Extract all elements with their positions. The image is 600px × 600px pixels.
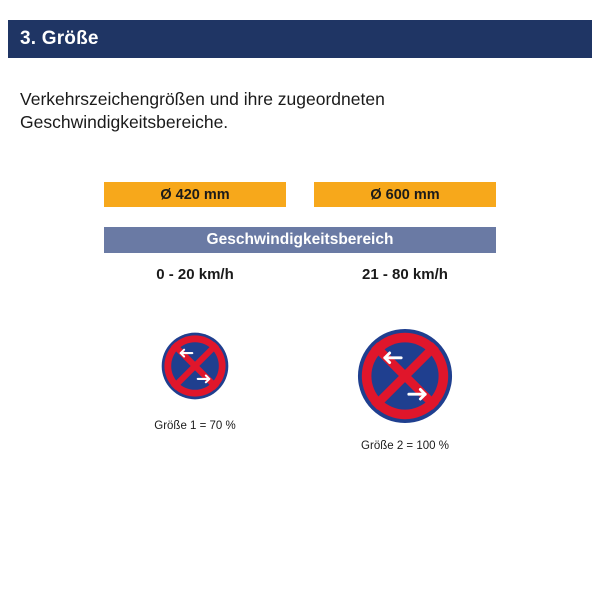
diameter-row xyxy=(104,182,496,207)
sign-caption-1: Größe 1 = 70 % xyxy=(154,420,236,432)
signs-row xyxy=(104,322,496,452)
speed-range-header xyxy=(104,227,496,253)
page-title: 3. Größe xyxy=(20,28,99,49)
speed-range-header-label: Geschwindigkeitsbereich xyxy=(206,231,394,248)
speed-cell-2: 21 - 80 km/h xyxy=(362,266,448,283)
speed-row xyxy=(104,266,496,283)
absolutes-halteverbot-sign-icon xyxy=(357,328,453,424)
diameter-cell-1: Ø 420 mm xyxy=(104,182,286,207)
sign-small-wrapper xyxy=(161,322,229,410)
sign-large-wrapper xyxy=(357,322,453,430)
speed-cell-1: 0 - 20 km/h xyxy=(156,266,234,283)
intro-paragraph: Verkehrszeichengrößen und ihre zugeordneten Geschwindigkeitsbereiche. xyxy=(20,89,385,133)
diameter-cell-2: Ø 600 mm xyxy=(314,182,496,207)
section-header-bar xyxy=(8,20,592,58)
sign-column-2 xyxy=(314,322,496,452)
sign-column-1 xyxy=(104,322,286,432)
sign-caption-2: Größe 2 = 100 % xyxy=(361,440,449,452)
absolutes-halteverbot-sign-icon xyxy=(161,332,229,400)
